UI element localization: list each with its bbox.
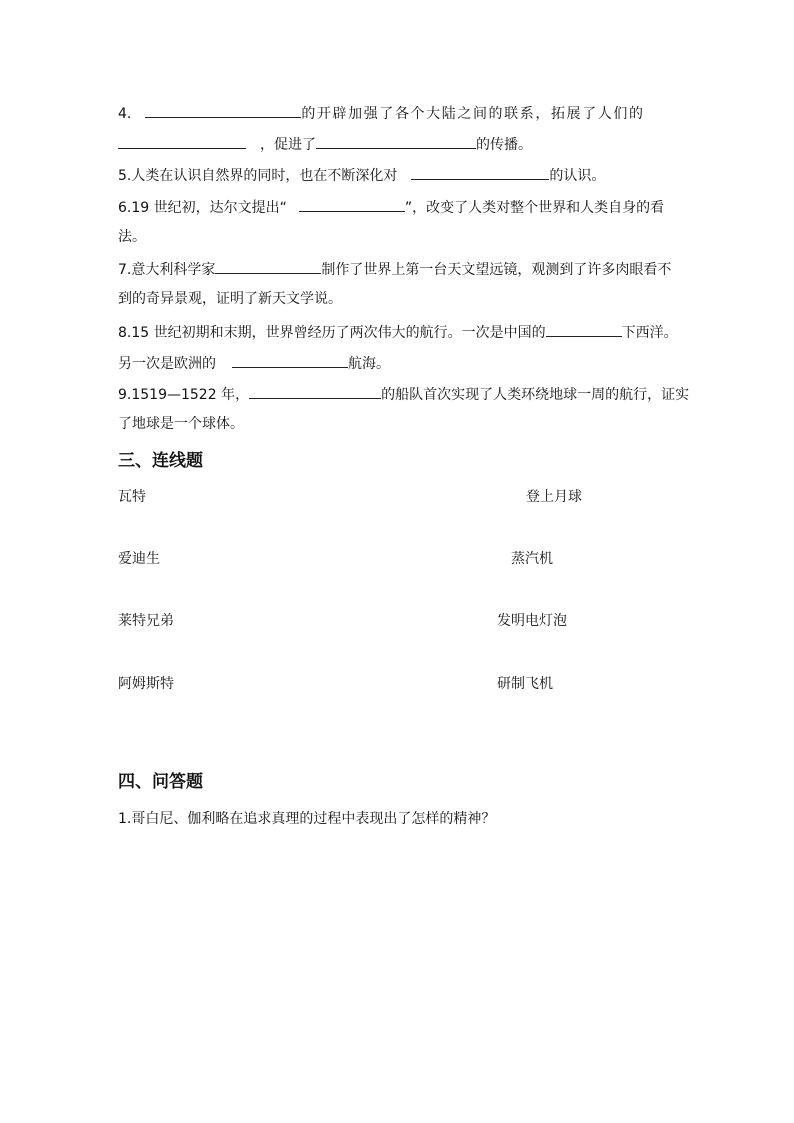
matching-right-item[interactable]: 蒸汽机	[511, 551, 553, 567]
question-4-text: 的传播。	[476, 137, 532, 153]
question-9-text: 的船队首次实现了人类环绕地球一周的航行，证实	[381, 387, 690, 403]
answer-blank[interactable]	[546, 321, 622, 337]
question-7-text: 到的奇异景观，证明了新天文学说。	[118, 291, 342, 307]
question-4-number: 4.	[118, 106, 132, 122]
answer-blank[interactable]	[249, 383, 381, 399]
question-5-text: 的认识。	[549, 168, 606, 184]
question-8-line-2	[118, 352, 390, 374]
question-9-line-1	[118, 383, 689, 405]
question-7-line-2	[118, 289, 342, 309]
question-7-text: 制作了世界上第一台天文望远镜，观测到了许多肉眼看不	[321, 262, 672, 278]
matching-right-item[interactable]: 发明电灯泡	[497, 613, 567, 629]
question-8-text: 8.15 世纪初期和末期，世界曾经历了两次伟大的航行。一次是中国的	[118, 325, 546, 341]
answer-blank[interactable]	[215, 258, 321, 274]
question-8-line-1	[118, 321, 678, 343]
answer-blank[interactable]	[316, 133, 476, 149]
question-answer-1: 1.哥白尼、伽利略在追求真理的过程中表现出了怎样的精神？	[118, 811, 496, 827]
answer-blank[interactable]	[411, 164, 549, 180]
question-8-text: 另一次是欧洲的	[118, 356, 216, 372]
section-3-title: 三、连线题	[118, 451, 203, 471]
question-7-line-1	[118, 258, 671, 280]
question-9-text: 了地球是一个球体。	[118, 416, 244, 432]
answer-blank[interactable]	[118, 133, 246, 149]
question-4-line-2	[118, 133, 532, 155]
question-6-text: 6.19 世纪初，达尔文提出“	[118, 200, 287, 216]
question-4-text: ，促进了	[260, 137, 316, 153]
question-5-text: 5.人类在认识自然界的同时，也在不断深化对	[118, 168, 398, 184]
answer-blank[interactable]	[299, 196, 405, 212]
question-6-line-1	[118, 196, 664, 218]
question-7-text: 7.意大利科学家	[118, 262, 216, 278]
question-4-line-1	[118, 102, 645, 124]
matching-left-item[interactable]: 瓦特	[118, 489, 146, 505]
question-8-text: 航海。	[348, 356, 390, 372]
question-5	[118, 164, 605, 186]
section-4-title: 四、问答题	[118, 772, 203, 792]
question-9-line-2	[118, 414, 244, 434]
question-6-line-2	[118, 227, 146, 247]
matching-right-item[interactable]: 研制飞机	[497, 676, 553, 692]
question-6-text: 法。	[118, 229, 146, 245]
question-8-text: 下西洋。	[621, 325, 678, 341]
answer-blank[interactable]	[232, 352, 348, 368]
matching-left-item[interactable]: 阿姆斯特	[118, 676, 174, 692]
answer-blank[interactable]	[145, 102, 301, 118]
matching-right-item[interactable]: 登上月球	[526, 489, 582, 505]
question-9-text: 9.1519—1522 年，	[118, 387, 250, 403]
question-4-text: 的开辟加强了各个大陆之间的联系，拓展了人们的	[301, 106, 645, 122]
matching-left-item[interactable]: 莱特兄弟	[118, 613, 174, 629]
matching-left-item[interactable]: 爱迪生	[118, 551, 160, 567]
question-6-text: ”，改变了人类对整个世界和人类自身的看	[404, 200, 665, 216]
